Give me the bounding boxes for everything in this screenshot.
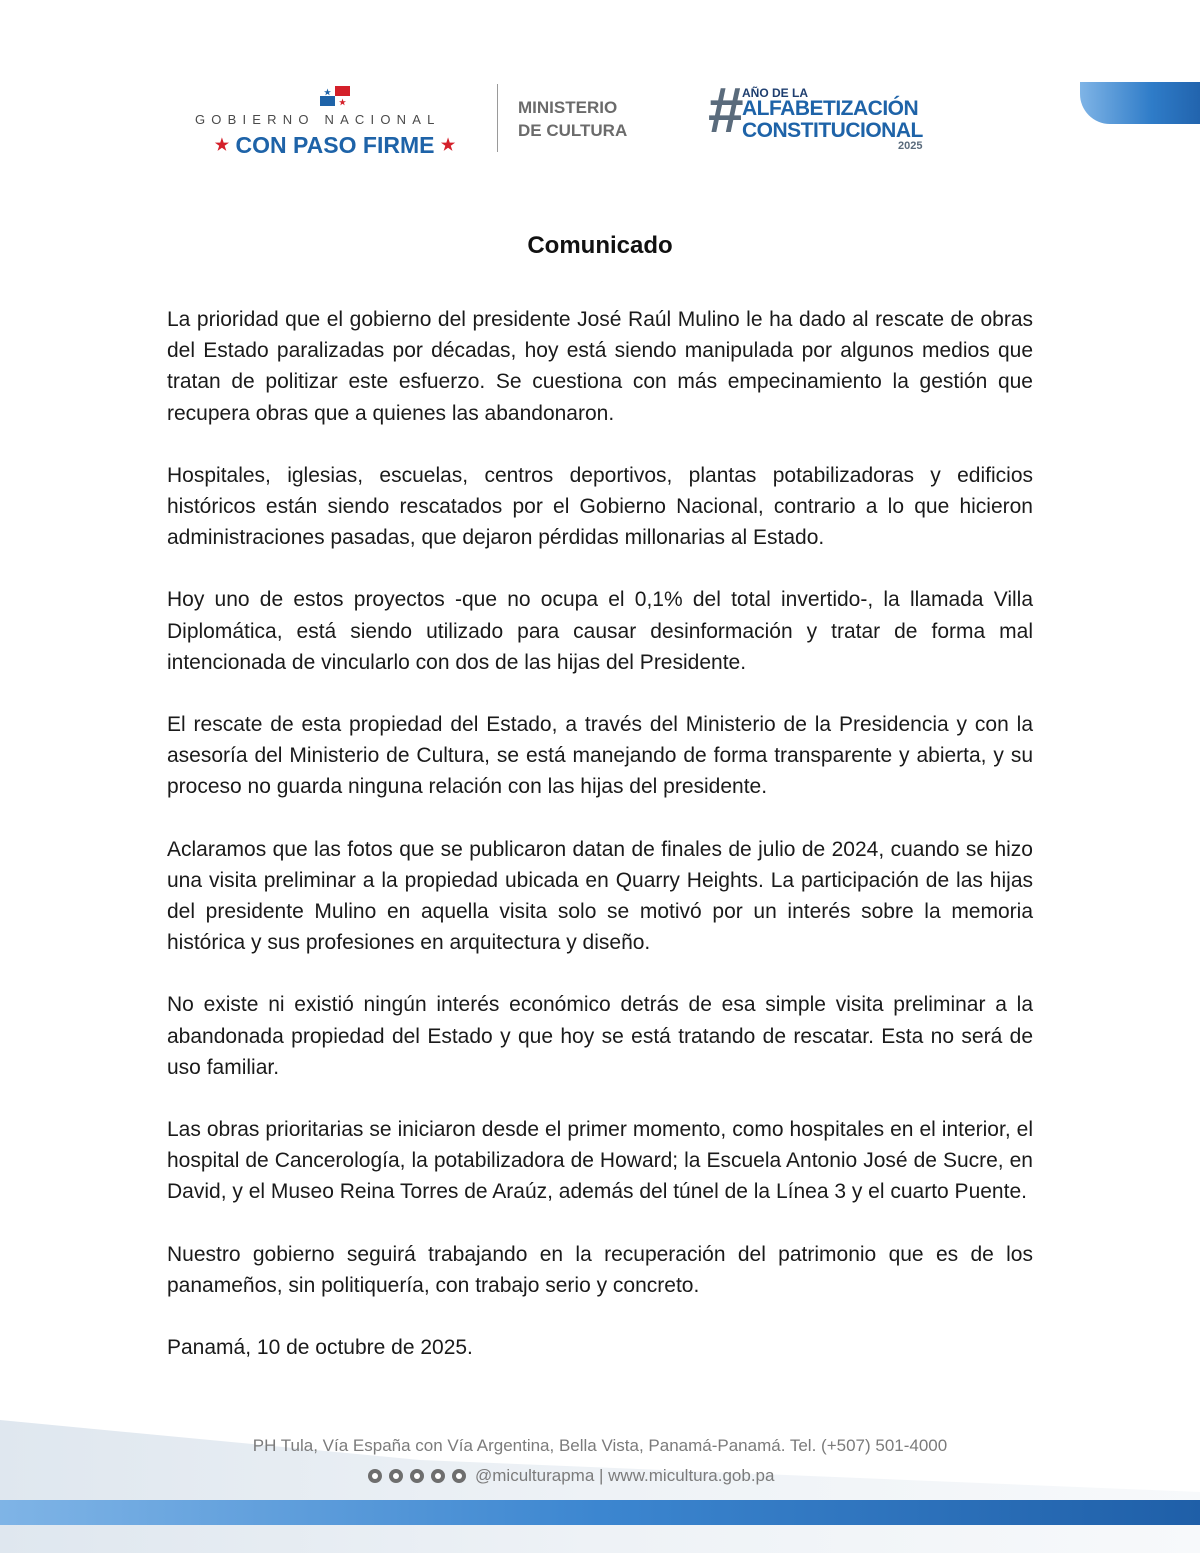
paragraph: La prioridad que el gobierno del presidente José Raúl Mulino le ha dado al rescate de obras del Estado paralizadas por décadas, hoy está siendo manipulada por algunos medios que tratan de politizar este esfuerzo. Se cuestiona con más empecinamiento la gestión que recupera obras que a quienes las abandonaron.: [167, 308, 1033, 425]
campaign-year: 2025: [898, 140, 923, 152]
panama-flag-icon: [320, 86, 350, 106]
paragraph: No existe ni existió ningún interés económico detrás de esa simple visita preliminar a la abandonada propiedad del Estado y que hoy se está tratando de rescatar. Esta no será de uso familiar.: [167, 993, 1033, 1079]
paragraph: Nuestro gobierno seguirá trabajando en la recuperación del patrimonio que es de los panameños, sin politiquería, con trabajo serio y concreto.: [167, 1242, 1033, 1297]
paragraph: Hospitales, iglesias, escuelas, centros deportivos, plantas potabilizadoras y edificios históricos están siendo rescatados por el Gobierno Nacional, contrario a lo que hicieron administraciones pasadas, que dejaron pérdidas millonarias al Estado.: [167, 463, 1033, 550]
document-title: Comunicado: [527, 232, 673, 259]
government-slogan: [190, 132, 480, 159]
instagram-icon[interactable]: [368, 1469, 382, 1483]
document-date: Panamá, 10 de octubre de 2025.: [167, 1336, 473, 1360]
paragraph: Aclaramos que las fotos que se publicaron datan de finales de julio de 2024, cuando se hizo una visita preliminar a la propiedad ubicada en Quarry Heights. La participación de las hijas del presidente Mulino en aquella visita solo se motivó por un interés sobre la memoria histórica y sus profesiones en arquitectura y diseño.: [167, 837, 1033, 955]
campaign-logo: [705, 74, 945, 156]
government-name: GOBIERNO NACIONAL: [195, 112, 441, 127]
paragraph: Hoy uno de estos proyectos -que no ocupa el 0,1% del total invertido-, la llamada Villa Diplomática, está siendo utilizado para causar desinformación y tratar de forma mal intencionada de vincularlo con dos de las hijas del Presidente.: [167, 588, 1033, 674]
ministry-line-1: MINISTERIO: [518, 98, 618, 117]
letterhead: [0, 0, 1200, 170]
logo-divider: [497, 84, 498, 152]
campaign-line-2: ALFABETIZACIÓN: [742, 97, 919, 120]
government-logo: [190, 80, 490, 160]
paragraph: Las obras prioritarias se iniciaron desde el primer momento, como hospitales en el interior, el hospital de Cancerología, la potabilizadora de Howard; la Escuela Antonio José de Sucre, en David, y el Museo Reina Torres de Araúz, además del túnel de la Línea 3 y el cuarto Puente.: [167, 1118, 1033, 1204]
facebook-icon[interactable]: [452, 1469, 466, 1483]
footer-address: PH Tula, Vía España con Vía Argentina, Bella Vista, Panamá-Panamá. Tel. (+507) 501-4000: [252, 1436, 948, 1455]
footer-social: [368, 1464, 774, 1488]
slogan-text: CON PASO FIRME: [235, 132, 435, 158]
footer-social-handle: @miculturapma | www.micultura.gob.pa: [475, 1466, 775, 1485]
x-icon[interactable]: [431, 1469, 445, 1483]
star-icon: ★: [214, 137, 230, 154]
campaign-line-3: CONSTITUCIONAL: [742, 119, 923, 142]
ministry-line-2: DE CULTURA: [518, 121, 628, 140]
ministry-logo: [518, 96, 678, 142]
campaign-line-1: AÑO DE LA: [742, 86, 808, 100]
hashtag-icon: #: [708, 74, 744, 146]
document-body: [167, 304, 1033, 1363]
star-icon: ★: [440, 137, 456, 154]
tiktok-icon[interactable]: [410, 1469, 424, 1483]
youtube-icon[interactable]: [389, 1469, 403, 1483]
paragraph: El rescate de esta propiedad del Estado, a través del Ministerio de la Presidencia y con la asesoría del Ministerio de Cultura, se está manejando de forma transparente y abierta, y su proceso no guarda ninguna relación con las hijas del presidente.: [167, 713, 1033, 799]
header-corner-decoration: [1080, 82, 1200, 124]
